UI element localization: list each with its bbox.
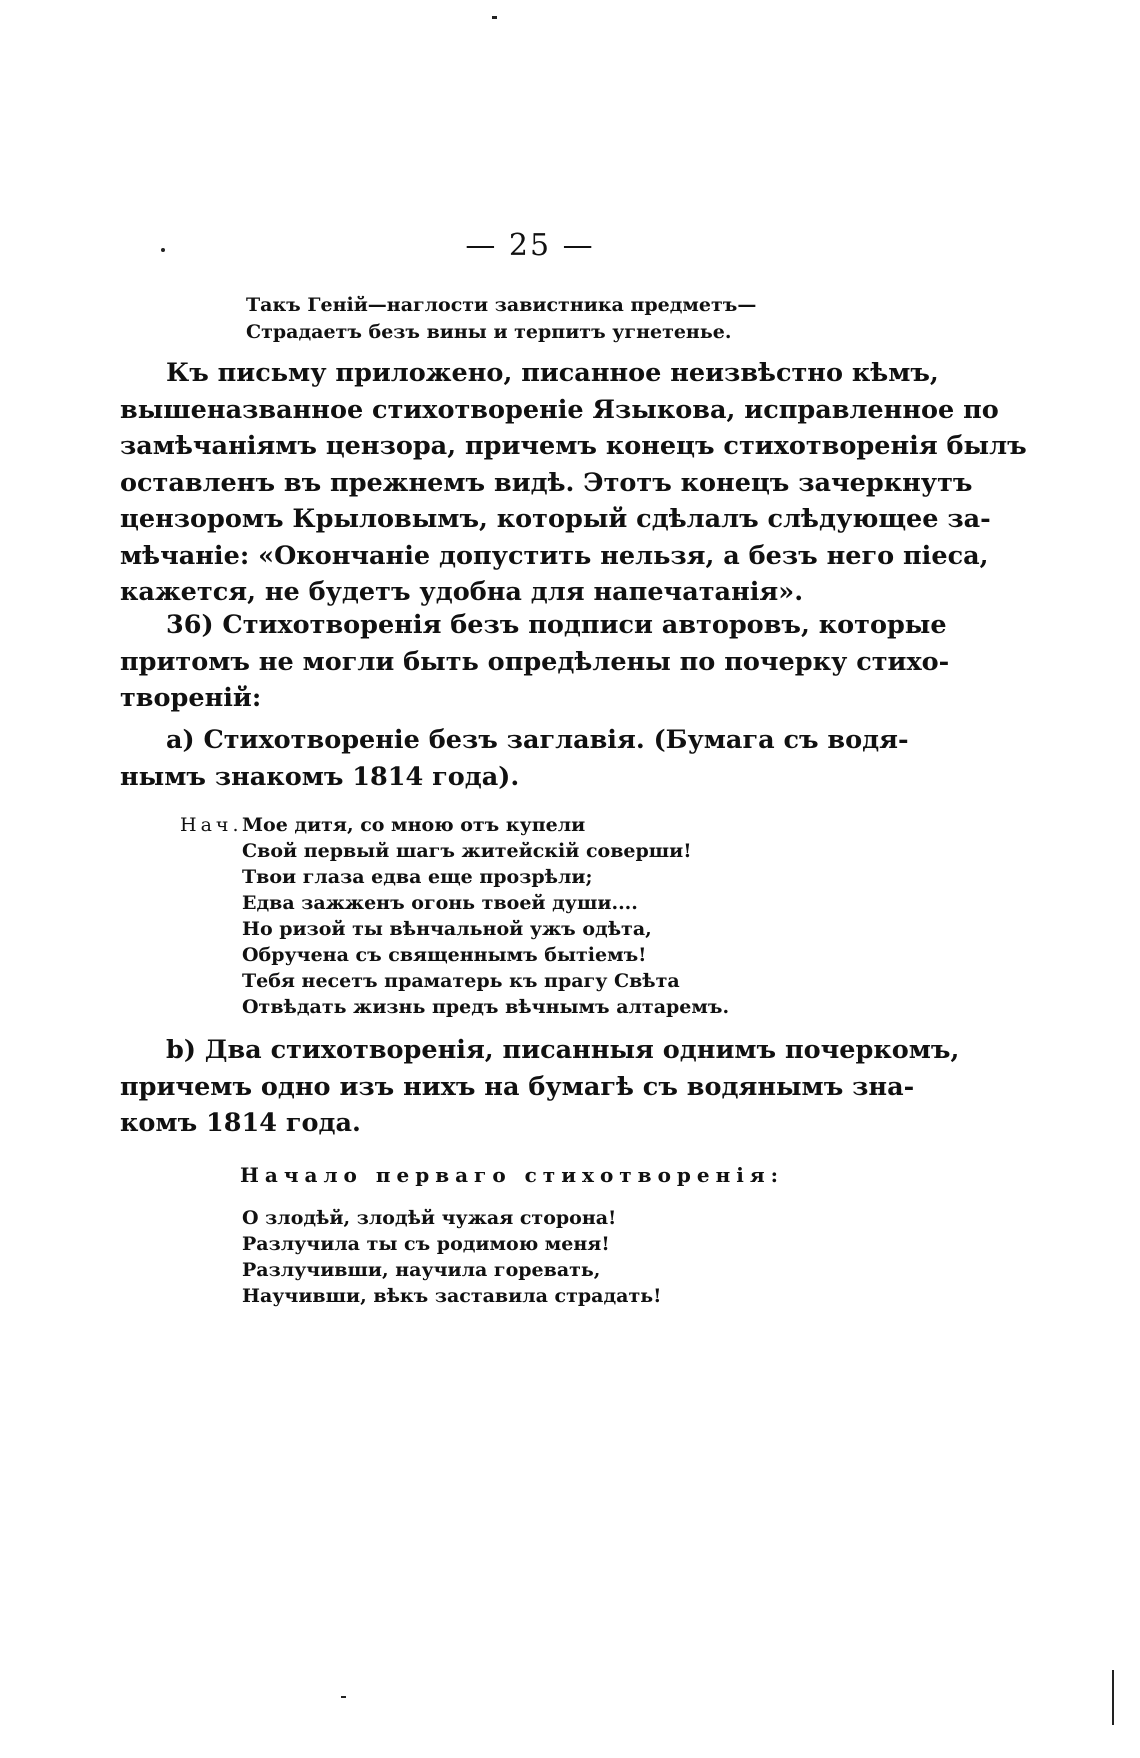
text-line: твореній: — [120, 683, 262, 713]
scan-speck — [492, 16, 497, 19]
poem-line-text: Мое дитя, со мною отъ купели — [242, 814, 586, 836]
poem-two-quotation — [242, 1205, 661, 1309]
poem-line — [180, 812, 729, 838]
poem-line: Но ризой ты вѣнчальной ужъ одѣта, — [242, 918, 652, 940]
text-line: b) Два стихотворенія, писанныя однимъ почеркомъ, — [166, 1035, 960, 1065]
poem-line: Тебя несетъ праматерь къ прагу Свѣта — [242, 970, 680, 992]
poem-label: Нач. — [180, 814, 243, 836]
epigraph-line: Такъ Геній—наглости завистника предметъ— — [246, 294, 757, 316]
poem-line: Твои глаза едва еще прозрѣли; — [242, 866, 593, 888]
text-line: мѣчаніе: «Окончаніе допустить нельзя, а безъ него піеса, — [120, 540, 989, 571]
paragraph-item-a — [120, 722, 909, 795]
poem-one-quotation — [180, 812, 729, 1020]
text-line: 36) Стихотворенія безъ подписи авторовъ, которые — [166, 610, 947, 640]
scan-speck — [341, 1696, 346, 1698]
epigraph-line: Страдаетъ безъ вины и терпитъ угнетенье. — [246, 321, 732, 343]
text-line: притомъ не могли быть опредѣлены по почерку стихо- — [120, 646, 950, 677]
poem-line: Отвѣдать жизнь предъ вѣчнымъ алтаремъ. — [242, 996, 730, 1018]
paragraph-item-36 — [120, 607, 950, 717]
text-line: Къ письму приложено, писанное неизвѣстно кѣмъ, — [166, 358, 939, 388]
text-line: причемъ одно изъ нихъ на бумагѣ съ водянымъ зна- — [120, 1071, 915, 1102]
text-line: вышеназванное стихотвореніе Языкова, исправленное по — [120, 394, 999, 425]
text-line: кажется, не будетъ удобна для напечатанія». — [120, 577, 804, 607]
poem-line: Свой первый шагъ житейскій соверши! — [242, 840, 692, 862]
text-line: комъ 1814 года. — [120, 1108, 361, 1138]
text-line: оставленъ въ прежнемъ видѣ. Этотъ конецъ зачеркнутъ — [120, 467, 973, 498]
text-line: a) Стихотвореніе безъ заглавія. (Бумага съ водя- — [166, 725, 909, 755]
poem-line: О злодѣй, злодѣй чужая сторона! — [242, 1207, 617, 1229]
poem-line: Научивши, вѣкъ заставила страдать! — [242, 1285, 662, 1307]
poem-line: Разлучивши, научила горевать, — [242, 1259, 601, 1281]
text-line: замѣчаніямъ цензора, причемъ конецъ стихотворенія былъ — [120, 431, 1027, 461]
section-heading: Начало перваго стихотворенія: — [240, 1163, 785, 1187]
epigraph — [246, 292, 946, 346]
paragraph-item-b — [120, 1032, 960, 1142]
poem-line: Разлучила ты съ родимою меня! — [242, 1233, 610, 1255]
paragraph-letter-attachment — [120, 355, 1027, 611]
poem-line: Обручена съ священнымъ бытіемъ! — [242, 944, 647, 966]
poem-line: Едва зажженъ огонь твоей души.... — [242, 892, 638, 914]
text-line: нымъ знакомъ 1814 года). — [120, 761, 520, 792]
page-number: — 25 — — [465, 228, 595, 263]
scan-speck — [1112, 1670, 1114, 1725]
text-line: цензоромъ Крыловымъ, который сдѣлалъ слѣдующее за- — [120, 504, 991, 534]
